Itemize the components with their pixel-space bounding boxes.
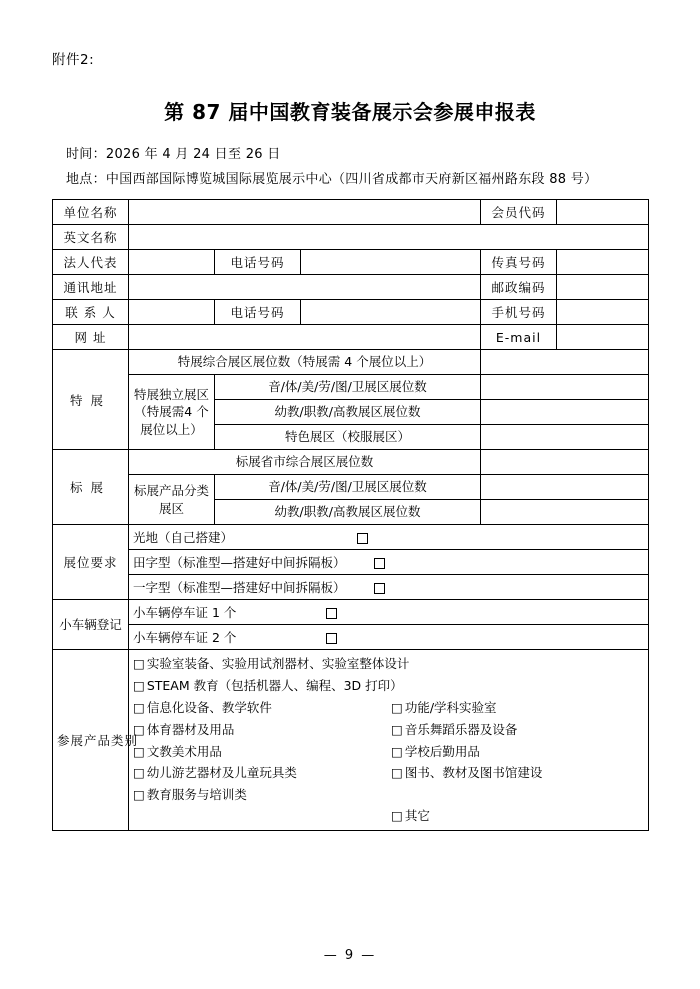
product-left-5[interactable]: □ 幼儿游艺器材及儿童玩具类 — [133, 762, 391, 784]
label-special-independent: 特展独立展区（特展需4 个展位以上） — [129, 375, 215, 450]
label-standard-exhibit: 标展 — [53, 450, 129, 525]
special-item-1: 幼教/职教/高教展区展位数 — [215, 400, 481, 425]
label-contact: 联 系 人 — [53, 300, 129, 325]
booth-option-0-label: 光地（自己搭建） — [133, 530, 234, 545]
product-left-0[interactable]: □ 实验室装备、实验用试剂器材、实验室整体设计 — [133, 653, 644, 675]
field-postcode[interactable] — [557, 275, 649, 300]
label-phone-2: 电话号码 — [215, 300, 301, 325]
vehicle-option-1-checkbox[interactable] — [326, 633, 337, 644]
attachment-label: 附件2: — [52, 52, 95, 68]
label-booth-requirement: 展位要求 — [53, 525, 129, 600]
product-right-2[interactable]: □ 学校后勤用品 — [391, 741, 581, 763]
label-english-name: 英文名称 — [53, 225, 129, 250]
vehicle-option-0-row[interactable] — [129, 600, 649, 625]
product-left-6[interactable]: □ 教育服务与培训类 — [133, 784, 391, 806]
field-phone-2[interactable] — [301, 300, 481, 325]
table-row — [53, 250, 649, 275]
booth-option-2-label: 一字型（标准型—搭建好中间拆隔板） — [133, 580, 346, 595]
label-vehicle-registration: 小车辆登记 — [53, 600, 129, 650]
label-member-code: 会员代码 — [481, 200, 557, 225]
product-right-4[interactable]: □ 其它 — [391, 805, 581, 827]
field-standard-item-0[interactable] — [481, 475, 649, 500]
field-special-comprehensive[interactable] — [481, 350, 649, 375]
booth-option-2-checkbox[interactable] — [374, 583, 385, 594]
special-comprehensive-label: 特展综合展区展位数（特展需 4 个展位以上） — [129, 350, 481, 375]
application-form — [52, 199, 649, 831]
table-row — [53, 350, 649, 375]
field-phone-1[interactable] — [301, 250, 481, 275]
field-contact[interactable] — [129, 300, 215, 325]
standard-item-0: 音/体/美/劳/图/卫展区展位数 — [215, 475, 481, 500]
table-row — [53, 575, 649, 600]
label-phone-1: 电话号码 — [215, 250, 301, 275]
field-standard-item-1[interactable] — [481, 500, 649, 525]
label-unit-name: 单位名称 — [53, 200, 129, 225]
table-row — [53, 375, 649, 400]
field-address[interactable] — [129, 275, 481, 300]
vehicle-option-1-row[interactable] — [129, 625, 649, 650]
product-left-4[interactable]: □ 文教美术用品 — [133, 741, 391, 763]
label-legal-rep: 法人代表 — [53, 250, 129, 275]
product-left-2[interactable]: □ 信息化设备、教学软件 — [133, 697, 391, 719]
product-right-3[interactable]: □ 图书、教材及图书馆建设 — [391, 762, 581, 784]
vehicle-option-1-label: 小车辆停车证 2 个 — [133, 630, 237, 645]
table-row — [53, 450, 649, 475]
table-row — [53, 325, 649, 350]
special-item-0: 音/体/美/劳/图/卫展区展位数 — [215, 375, 481, 400]
field-legal-rep[interactable] — [129, 250, 215, 275]
field-standard-comprehensive[interactable] — [481, 450, 649, 475]
standard-comprehensive-label: 标展省市综合展区展位数 — [129, 450, 481, 475]
table-row — [53, 525, 649, 550]
table-row — [53, 600, 649, 625]
table-row — [53, 475, 649, 500]
product-left-1[interactable]: □ STEAM 教育（包括机器人、编程、3D 打印） — [133, 675, 644, 697]
table-row — [53, 275, 649, 300]
booth-option-1-row[interactable] — [129, 550, 649, 575]
vehicle-option-0-label: 小车辆停车证 1 个 — [133, 605, 237, 620]
label-mobile: 手机号码 — [481, 300, 557, 325]
page-title: 第 87 届中国教育装备展示会参展申报表 — [164, 100, 536, 124]
standard-item-1: 幼教/职教/高教展区展位数 — [215, 500, 481, 525]
label-fax: 传真号码 — [481, 250, 557, 275]
field-member-code[interactable] — [557, 200, 649, 225]
label-website: 网 址 — [53, 325, 129, 350]
field-special-item-0[interactable] — [481, 375, 649, 400]
page-number: — 9 — — [323, 948, 377, 963]
table-row — [53, 300, 649, 325]
vehicle-option-0-checkbox[interactable] — [326, 608, 337, 619]
product-right-0[interactable]: □ 功能/学科实验室 — [391, 697, 581, 719]
product-right-1[interactable]: □ 音乐舞蹈乐器及设备 — [391, 719, 581, 741]
table-row — [53, 225, 649, 250]
label-email: E-mail — [481, 325, 557, 350]
product-left-3[interactable]: □ 体育器材及用品 — [133, 719, 391, 741]
table-row — [53, 550, 649, 575]
field-website[interactable] — [129, 325, 481, 350]
field-mobile[interactable] — [557, 300, 649, 325]
booth-option-0-row[interactable] — [129, 525, 649, 550]
booth-option-1-checkbox[interactable] — [374, 558, 385, 569]
field-english-name[interactable] — [129, 225, 649, 250]
event-time: 时间：2026 年 4 月 24 日至 26 日 — [66, 147, 281, 162]
event-place: 地点：中国西部国际博览城国际展览展示中心（四川省成都市天府新区福州路东段 88 号） — [66, 172, 598, 187]
label-special-exhibit: 特展 — [53, 350, 129, 450]
label-product-category: 参展产品类别 — [53, 650, 129, 831]
booth-option-0-checkbox[interactable] — [357, 533, 368, 544]
field-email[interactable] — [557, 325, 649, 350]
field-special-item-2[interactable] — [481, 425, 649, 450]
table-row — [53, 625, 649, 650]
field-special-item-1[interactable] — [481, 400, 649, 425]
field-unit-name[interactable] — [129, 200, 481, 225]
product-category-options — [129, 650, 649, 831]
label-postcode: 邮政编码 — [481, 275, 557, 300]
label-standard-category: 标展产品分类展区 — [129, 475, 215, 525]
booth-option-2-row[interactable] — [129, 575, 649, 600]
special-item-2: 特色展区（校服展区） — [215, 425, 481, 450]
table-row — [53, 200, 649, 225]
table-row — [53, 650, 649, 831]
label-address: 通讯地址 — [53, 275, 129, 300]
field-fax[interactable] — [557, 250, 649, 275]
booth-option-1-label: 田字型（标准型—搭建好中间拆隔板） — [133, 555, 346, 570]
